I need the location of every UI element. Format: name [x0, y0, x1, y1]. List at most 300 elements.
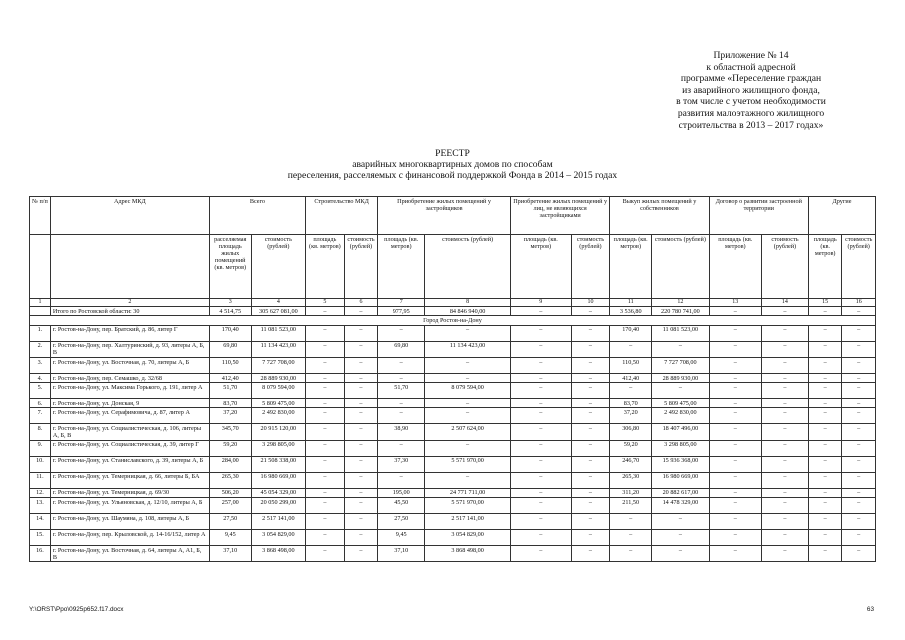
table-cell: – — [842, 383, 876, 399]
table-cell: – — [842, 399, 876, 408]
table-cell: – — [306, 358, 345, 374]
sub-area: площадь (кв. метров) — [610, 235, 652, 299]
appendix-caption — [641, 50, 861, 131]
table-cell: 246,70 — [610, 456, 652, 472]
table-row — [30, 408, 876, 424]
table-cell: 977,95 — [378, 307, 425, 316]
sub-cost: стоимость (рублей) — [652, 235, 710, 299]
table-row — [30, 358, 876, 374]
table-cell: – — [378, 358, 425, 374]
table-cell: 3 298 805,00 — [251, 440, 305, 456]
table-cell: – — [761, 408, 808, 424]
table-cell: – — [808, 488, 841, 497]
header-total: Всего — [209, 197, 305, 235]
table-cell: – — [709, 530, 761, 546]
table-cell: 20 915 120,00 — [251, 424, 305, 440]
table-cell: 3 868 498,00 — [425, 546, 511, 562]
table-row — [30, 374, 876, 383]
table-cell: 16. — [30, 546, 51, 562]
header-address: Адрес МКД — [50, 197, 209, 235]
table-cell: – — [808, 307, 841, 316]
table-cell: – — [709, 514, 761, 530]
table-cell: – — [808, 440, 841, 456]
table-cell: 306,80 — [610, 424, 652, 440]
table-cell: – — [306, 472, 345, 488]
table-cell: – — [378, 440, 425, 456]
table-cell: 37,10 — [209, 546, 251, 562]
table-cell: – — [306, 456, 345, 472]
table-cell: – — [510, 546, 571, 562]
table-cell: – — [808, 472, 841, 488]
table-cell: – — [571, 325, 610, 341]
sub-cost: стоимость (рублей) — [425, 235, 511, 299]
table-cell: 3 — [209, 299, 251, 307]
table-cell: – — [842, 472, 876, 488]
header-purchase-developers: Приобретение жилых помещений у застройщиков — [378, 197, 511, 235]
table-cell: 3 868 498,00 — [251, 546, 305, 562]
table-cell: – — [344, 514, 377, 530]
table-cell: г. Ростов-на-Дону, ул. Шаумяна, д. 108, литеры А, Б — [50, 514, 209, 530]
appendix-line: развития малоэтажного жилищного — [677, 107, 825, 119]
table-cell: – — [709, 440, 761, 456]
table-cell: – — [571, 488, 610, 497]
table-cell: – — [306, 424, 345, 440]
table-cell: – — [761, 424, 808, 440]
table-cell: – — [571, 374, 610, 383]
city-label: Город Ростов-на-Дону — [30, 316, 876, 325]
table-cell: 12 — [652, 299, 710, 307]
table-cell: 38,90 — [378, 424, 425, 440]
table-cell: – — [610, 514, 652, 530]
table-cell: – — [306, 307, 345, 316]
table-cell: 11 081 523,00 — [251, 325, 305, 341]
header-row-sub — [30, 235, 876, 299]
table-cell: 4. — [30, 374, 51, 383]
table-cell: – — [709, 488, 761, 497]
table-cell: 28 889 930,00 — [251, 374, 305, 383]
table-cell: 7 727 708,00 — [251, 358, 305, 374]
table-cell: 265,30 — [610, 472, 652, 488]
table-cell: – — [571, 472, 610, 488]
table-cell: – — [571, 498, 610, 514]
table-cell: 3 054 829,00 — [251, 530, 305, 546]
table-cell: 110,50 — [610, 358, 652, 374]
table-cell: – — [344, 488, 377, 497]
table-cell: 412,40 — [209, 374, 251, 383]
table-cell: 311,20 — [610, 488, 652, 497]
table-cell: – — [842, 408, 876, 424]
table-cell: 15 — [808, 299, 841, 307]
footer-page-number: 63 — [866, 606, 874, 613]
table-cell: 2 — [50, 299, 209, 307]
table-cell: 6. — [30, 399, 51, 408]
table-cell: 13. — [30, 498, 51, 514]
table-cell: 7 — [378, 299, 425, 307]
table-cell: – — [709, 341, 761, 357]
table-cell: г. Ростов-на-Дону, ул. Ульяновская, д. 12/10, литеры А, Б — [50, 498, 209, 514]
sub-area: площадь (кв. метров) — [709, 235, 761, 299]
sub-cost: стоимость (рублей) — [761, 235, 808, 299]
table-cell: – — [808, 408, 841, 424]
appendix-line: строительства в 2013 – 2017 годах» — [678, 119, 824, 131]
table-cell: – — [842, 488, 876, 497]
title-line: РЕЕСТР — [435, 148, 470, 159]
table-cell: 7 727 708,00 — [652, 358, 710, 374]
table-cell: – — [571, 341, 610, 357]
table-cell: 11 134 423,00 — [425, 341, 511, 357]
table-cell: – — [610, 546, 652, 562]
appendix-line: в том числе с учетом необходимости — [676, 96, 826, 108]
table-cell: 8. — [30, 424, 51, 440]
table-cell: – — [510, 325, 571, 341]
table-cell: – — [344, 546, 377, 562]
table-cell: – — [306, 399, 345, 408]
table-cell: 3. — [30, 358, 51, 374]
table-cell: г. Ростов-на-Дону, пер. Братский, д. 86, литер Г — [50, 325, 209, 341]
table-cell: – — [571, 440, 610, 456]
table-cell: – — [510, 424, 571, 440]
table-cell: 37,30 — [378, 456, 425, 472]
table-cell: 16 980 669,00 — [652, 472, 710, 488]
table-cell: – — [571, 514, 610, 530]
table-cell: – — [571, 456, 610, 472]
table-cell: 59,20 — [610, 440, 652, 456]
table-cell: – — [510, 374, 571, 383]
table-cell: 6 — [344, 299, 377, 307]
table-cell: 20 050 299,00 — [251, 498, 305, 514]
table-cell: – — [571, 307, 610, 316]
table-cell: – — [571, 358, 610, 374]
table-cell: г. Ростов-на-Дону, ул. Социалистическая, д. 106, литеры А, Б, В — [50, 424, 209, 440]
table-cell: – — [709, 383, 761, 399]
header-buyout: Выкуп жилых помещений у собственников — [610, 197, 709, 235]
table-cell: 59,20 — [209, 440, 251, 456]
table-cell: 69,80 — [378, 341, 425, 357]
table-cell: 13 — [709, 299, 761, 307]
table-cell: – — [306, 325, 345, 341]
table-cell: – — [425, 374, 511, 383]
table-cell: – — [344, 383, 377, 399]
table-cell: 8 079 594,00 — [251, 383, 305, 399]
sub-cost: стоимость (рублей) — [571, 235, 610, 299]
table-cell: – — [510, 440, 571, 456]
table-cell: – — [709, 456, 761, 472]
table-cell: 265,30 — [209, 472, 251, 488]
appendix-line: к областной адресной — [706, 61, 796, 73]
table-cell: – — [842, 358, 876, 374]
table-cell: 4 514,75 — [209, 307, 251, 316]
table-cell: – — [808, 498, 841, 514]
table-cell: – — [842, 424, 876, 440]
table-cell: – — [425, 325, 511, 341]
table-cell: 211,50 — [610, 498, 652, 514]
table-cell: – — [306, 408, 345, 424]
appendix-line: программе «Переселение граждан — [680, 73, 822, 85]
table-cell: 12. — [30, 488, 51, 497]
table-cell: – — [709, 374, 761, 383]
table-cell: – — [378, 325, 425, 341]
table-cell: – — [842, 440, 876, 456]
table-cell: – — [344, 424, 377, 440]
table-cell: – — [306, 514, 345, 530]
table-cell: – — [842, 374, 876, 383]
table-cell: – — [709, 472, 761, 488]
table-cell: – — [378, 399, 425, 408]
table-cell: 2 507 624,00 — [425, 424, 511, 440]
city-row — [30, 316, 876, 325]
table-cell: 2 517 141,00 — [251, 514, 305, 530]
table-cell: – — [808, 456, 841, 472]
table-cell: – — [425, 358, 511, 374]
table-cell: – — [344, 472, 377, 488]
table-cell: 284,00 — [209, 456, 251, 472]
table-cell: 2. — [30, 341, 51, 357]
table-row — [30, 472, 876, 488]
table-row — [30, 399, 876, 408]
table-cell: – — [378, 374, 425, 383]
table-cell: 2 517 141,00 — [425, 514, 511, 530]
table-cell: – — [709, 498, 761, 514]
table-cell: – — [761, 341, 808, 357]
table-cell: 45,50 — [378, 498, 425, 514]
table-cell: 170,40 — [610, 325, 652, 341]
table-cell: – — [761, 546, 808, 562]
table-cell: – — [344, 440, 377, 456]
table-row — [30, 514, 876, 530]
sub-total-cost: стоимость (рублей) — [251, 235, 305, 299]
table-cell: – — [652, 546, 710, 562]
header-construction: Строительство МКД — [306, 197, 378, 235]
table-cell: 1. — [30, 325, 51, 341]
sub-cost: стоимость (рублей) — [842, 235, 876, 299]
table-cell: 10 — [571, 299, 610, 307]
total-row — [30, 307, 876, 316]
table-cell: – — [510, 383, 571, 399]
table-row — [30, 341, 876, 357]
table-cell: 5 571 970,00 — [425, 498, 511, 514]
table-cell: – — [510, 514, 571, 530]
registry-table — [29, 196, 876, 562]
table-cell: – — [344, 307, 377, 316]
table-cell: – — [510, 307, 571, 316]
table-cell: – — [571, 383, 610, 399]
table-cell: – — [709, 424, 761, 440]
table-cell: 11 081 523,00 — [652, 325, 710, 341]
table-cell: – — [571, 530, 610, 546]
table-cell: 5 — [306, 299, 345, 307]
table-cell: – — [571, 408, 610, 424]
table-cell: 5 571 970,00 — [425, 456, 511, 472]
table-cell: 45 054 329,00 — [251, 488, 305, 497]
table-cell: г. Ростов-на-Дону, ул. Станиславского, д. 39, литеры А, Б — [50, 456, 209, 472]
table-cell: 11. — [30, 472, 51, 488]
table-cell: – — [571, 546, 610, 562]
table-cell: – — [425, 440, 511, 456]
table-cell: – — [344, 374, 377, 383]
table-cell: – — [808, 424, 841, 440]
table-cell: 11 134 423,00 — [251, 341, 305, 357]
table-row — [30, 325, 876, 341]
table-cell: – — [709, 358, 761, 374]
table-cell: 3 298 805,00 — [652, 440, 710, 456]
table-cell: 412,40 — [610, 374, 652, 383]
table-cell: – — [610, 383, 652, 399]
table-cell: – — [761, 399, 808, 408]
table-cell: – — [344, 408, 377, 424]
table-cell: 5. — [30, 383, 51, 399]
table-cell: – — [344, 325, 377, 341]
table-cell: – — [378, 408, 425, 424]
table-cell: – — [510, 472, 571, 488]
table-cell: – — [571, 424, 610, 440]
registry-title — [0, 148, 905, 181]
table-cell: – — [842, 514, 876, 530]
table-cell: – — [808, 383, 841, 399]
table-cell: – — [510, 399, 571, 408]
table-cell: – — [842, 498, 876, 514]
column-number-row — [30, 299, 876, 307]
table-row — [30, 456, 876, 472]
table-cell: – — [808, 399, 841, 408]
table-cell: – — [306, 530, 345, 546]
table-cell: 4 — [251, 299, 305, 307]
table-cell: – — [842, 456, 876, 472]
table-cell: 24 771 711,00 — [425, 488, 511, 497]
table-cell: – — [709, 399, 761, 408]
table-cell: 2 492 830,00 — [652, 408, 710, 424]
table-cell: 305 627 081,00 — [251, 307, 305, 316]
table-cell: – — [510, 358, 571, 374]
table-cell: – — [344, 358, 377, 374]
table-cell: 9 — [510, 299, 571, 307]
table-row — [30, 546, 876, 562]
table-cell: – — [306, 383, 345, 399]
table-cell: – — [761, 440, 808, 456]
sub-area: площадь (кв. метров) — [808, 235, 841, 299]
table-cell: 3 054 829,00 — [425, 530, 511, 546]
table-cell: 37,20 — [610, 408, 652, 424]
header-territory: Договор о развитии застроенной территории — [709, 197, 808, 235]
table-cell: г. Ростов-на-Дону, ул. Восточная, д. 64, литеры А, А1, Б, В — [50, 546, 209, 562]
table-cell: г. Ростов-на-Дону, ул. Темерницкая, д. 69/30 — [50, 488, 209, 497]
table-cell: – — [709, 546, 761, 562]
table-cell: 16 980 669,00 — [251, 472, 305, 488]
table-cell: 51,70 — [209, 383, 251, 399]
table-cell: – — [652, 514, 710, 530]
table-cell: – — [378, 472, 425, 488]
table-cell: 28 889 930,00 — [652, 374, 710, 383]
table-cell: – — [808, 325, 841, 341]
table-cell: – — [425, 399, 511, 408]
table-cell: 37,10 — [378, 546, 425, 562]
table-cell: – — [652, 530, 710, 546]
registry-body — [30, 299, 876, 562]
table-cell: 16 — [842, 299, 876, 307]
table-cell: – — [344, 399, 377, 408]
table-cell: – — [761, 530, 808, 546]
sub-area: площадь (кв. метров) — [306, 235, 345, 299]
table-cell: – — [808, 514, 841, 530]
table-cell: – — [761, 325, 808, 341]
table-cell: 83,70 — [610, 399, 652, 408]
table-cell: 7. — [30, 408, 51, 424]
table-cell: – — [842, 325, 876, 341]
table-cell: – — [344, 456, 377, 472]
table-cell: 1 — [30, 299, 51, 307]
table-cell: 257,00 — [209, 498, 251, 514]
table-cell: 220 780 741,00 — [652, 307, 710, 316]
table-row — [30, 488, 876, 497]
table-cell: г. Ростов-на-Дону, пер. Семашко, д. 32/68 — [50, 374, 209, 383]
title-line: аварийных многоквартирных домов по способам — [352, 159, 553, 170]
table-cell: – — [306, 341, 345, 357]
table-cell: – — [344, 530, 377, 546]
table-cell: – — [652, 383, 710, 399]
table-row — [30, 383, 876, 399]
table-cell: 27,50 — [209, 514, 251, 530]
table-cell: 69,80 — [209, 341, 251, 357]
table-cell: – — [306, 440, 345, 456]
table-cell: – — [306, 498, 345, 514]
table-cell: – — [652, 341, 710, 357]
table-cell: 2 492 830,00 — [251, 408, 305, 424]
table-cell: 21 508 338,00 — [251, 456, 305, 472]
table-cell: – — [808, 546, 841, 562]
footer-file-path: Y:\ORST\Ppo\0925p652.f17.docx — [29, 606, 124, 613]
table-cell: Итого по Ростовской области: 30 — [50, 307, 209, 316]
table-cell: г. Ростов-на-Дону, ул. Серафимовича, д. 87, литер А — [50, 408, 209, 424]
table-cell: г. Ростов-на-Дону, ул. Донская, 9 — [50, 399, 209, 408]
table-cell: 8 — [425, 299, 511, 307]
table-row — [30, 424, 876, 440]
table-cell: – — [510, 456, 571, 472]
table-cell: 14 478 329,00 — [652, 498, 710, 514]
table-cell: 14 — [761, 299, 808, 307]
table-cell: – — [842, 307, 876, 316]
table-cell: 15 936 368,00 — [652, 456, 710, 472]
table-cell: – — [425, 408, 511, 424]
table-cell: – — [808, 374, 841, 383]
table-cell: г. Ростов-на-Дону, ул. Максима Горького, д. 191, литер А — [50, 383, 209, 399]
table-cell: – — [306, 546, 345, 562]
header-other: Другие — [808, 197, 875, 235]
table-row — [30, 498, 876, 514]
table-cell: – — [425, 472, 511, 488]
table-cell: – — [510, 530, 571, 546]
table-cell: – — [610, 341, 652, 357]
table-cell: 51,70 — [378, 383, 425, 399]
table-cell: 9. — [30, 440, 51, 456]
table-cell: 18 407 496,00 — [652, 424, 710, 440]
title-line: переселения, расселяемых с финансовой поддержкой Фонда в 2014 – 2015 годах — [287, 170, 618, 181]
table-row — [30, 530, 876, 546]
appendix-line: из аварийного жилищного фонда, — [682, 84, 820, 96]
appendix-line: Приложение № 14 — [713, 50, 789, 61]
table-cell: – — [761, 374, 808, 383]
table-cell: 345,70 — [209, 424, 251, 440]
table-cell: 27,50 — [378, 514, 425, 530]
table-cell: – — [709, 307, 761, 316]
table-cell: – — [808, 530, 841, 546]
table-cell: – — [761, 383, 808, 399]
table-cell: 37,20 — [209, 408, 251, 424]
table-cell: – — [761, 488, 808, 497]
sub-cost: стоимость (рублей) — [344, 235, 377, 299]
table-cell: – — [571, 399, 610, 408]
table-cell: 11 — [610, 299, 652, 307]
table-cell: – — [761, 307, 808, 316]
table-cell: г. Ростов-на-Дону, ул. Темерницкая, д. 66, литеры Б, БА — [50, 472, 209, 488]
